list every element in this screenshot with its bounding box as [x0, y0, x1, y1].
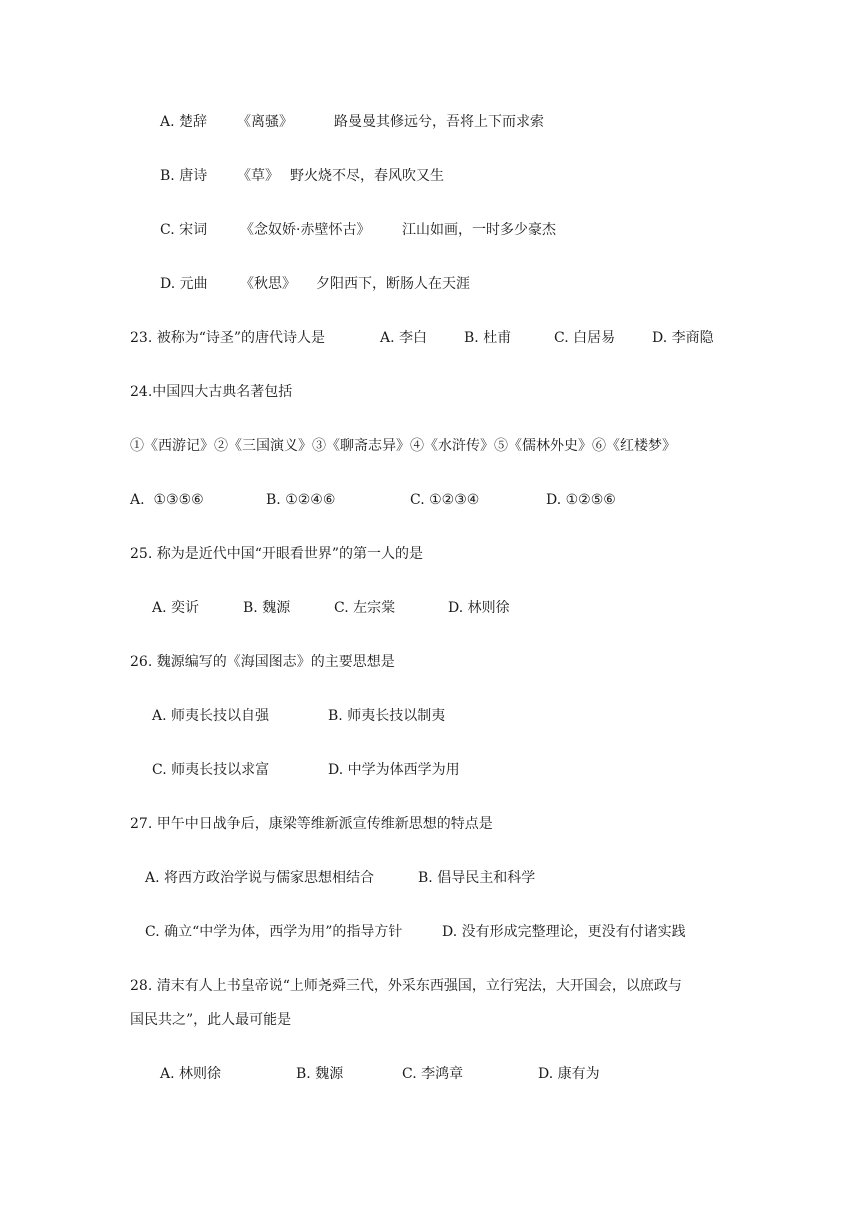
q23-option-c: C. 白居易 — [554, 330, 616, 346]
q25-option-a: A. 奕䜣 — [152, 600, 200, 616]
q24-option-c: C. ①②③④ — [410, 492, 480, 508]
q24-stem: 24.中国四大古典名著包括 — [130, 384, 293, 400]
q22-option-b-verse: 野火烧不尽，春风吹又生 — [290, 168, 444, 184]
q22-option-a-letter: A. 楚辞 — [160, 114, 208, 130]
q25-option-d: D. 林则徐 — [448, 600, 510, 616]
q22-option-b-letter: B. 唐诗 — [160, 168, 208, 184]
q22-option-a-title: 《离骚》 — [237, 114, 293, 130]
q25-stem: 25. 称为是近代中国“开眼看世界”的第一人的是 — [130, 546, 424, 562]
q23-option-a: A. 李白 — [380, 330, 428, 346]
q25-options — [0, 598, 510, 618]
q26-stem: 26. 魏源编写的《海国图志》的主要思想是 — [130, 654, 395, 670]
q23-stem: 23. 被称为“诗圣”的唐代诗人是 — [130, 330, 326, 346]
q24-option-b: B. ①②④⑥ — [266, 492, 336, 508]
q26-options-row2 — [0, 760, 460, 780]
q27-options-row2 — [0, 922, 686, 942]
q26-stem-line — [0, 652, 395, 672]
q23-option-b: B. 杜甫 — [464, 330, 512, 346]
q22-option-c-letter: C. 宋词 — [160, 222, 208, 238]
q24-option-d: D. ①②⑤⑥ — [546, 492, 616, 508]
q26-option-d: D. 中学为体西学为用 — [328, 762, 460, 778]
q25-option-b: B. 魏源 — [243, 600, 291, 616]
q27-options-row1 — [0, 868, 536, 888]
q24-items: ①《西游记》②《三国演义》③《聊斋志异》④《水浒传》⑤《儒林外史》⑥《红楼梦》 — [130, 438, 676, 454]
q27-stem-line — [0, 814, 493, 834]
q26-option-a: A. 师夷长技以自强 — [152, 708, 270, 724]
q27-option-a: A. 将西方政治学说与儒家思想相结合 — [145, 870, 375, 886]
q28-stem-1: 28. 清末有人上书皇帝说“上师尧舜三代，外采东西强国，立行宪法，大开国会，以庶政与 — [130, 978, 682, 994]
q27-option-c: C. 确立“中学为体，西学为用”的指导方针 — [145, 924, 403, 940]
q22-option-c-title: 《念奴娇·赤壁怀古》 — [240, 222, 371, 238]
q26-option-b: B. 师夷长技以制夷 — [328, 708, 446, 724]
q28-option-a: A. 林则徐 — [160, 1066, 222, 1082]
q23-option-d: D. 李商隐 — [652, 330, 714, 346]
q22-option-c — [0, 220, 556, 240]
q24-stem-line — [0, 382, 293, 402]
q28-stem-line2 — [0, 1010, 292, 1030]
q28-option-c: C. 李鸿章 — [402, 1066, 464, 1082]
q24-option-a: A. ①③⑤⑥ — [130, 492, 204, 508]
q25-stem-line — [0, 544, 424, 564]
q25-option-c: C. 左宗棠 — [334, 600, 396, 616]
q22-option-d-title: 《秋思》 — [240, 276, 296, 292]
q22-option-a-verse: 路曼曼其修远兮，吾将上下而求索 — [334, 114, 544, 130]
q24-options — [0, 490, 616, 510]
q27-stem: 27. 甲午中日战争后，康梁等维新派宣传维新思想的特点是 — [130, 816, 493, 832]
q22-option-b-title: 《草》 — [237, 168, 279, 184]
q22-option-d-letter: D. 元曲 — [160, 276, 208, 292]
q28-option-d: D. 康有为 — [538, 1066, 600, 1082]
q22-option-b — [0, 166, 444, 186]
q22-option-c-verse: 江山如画，一时多少豪杰 — [402, 222, 556, 238]
q23 — [0, 328, 714, 348]
q24-items-line — [0, 436, 676, 456]
q22-option-d-verse: 夕阳西下，断肠人在天涯 — [316, 276, 470, 292]
q28-stem-line1 — [0, 976, 682, 996]
q28-options — [0, 1064, 600, 1084]
q27-option-b: B. 倡导民主和科学 — [418, 870, 536, 886]
q22-option-d — [0, 274, 470, 294]
q26-options-row1 — [0, 706, 446, 726]
q28-option-b: B. 魏源 — [296, 1066, 344, 1082]
q26-option-c: C. 师夷长技以求富 — [152, 762, 270, 778]
q27-option-d: D. 没有形成完整理论，更没有付诸实践 — [442, 924, 686, 940]
q22-option-a — [0, 112, 544, 132]
q28-stem-2: 国民共之”，此人最可能是 — [130, 1012, 292, 1028]
